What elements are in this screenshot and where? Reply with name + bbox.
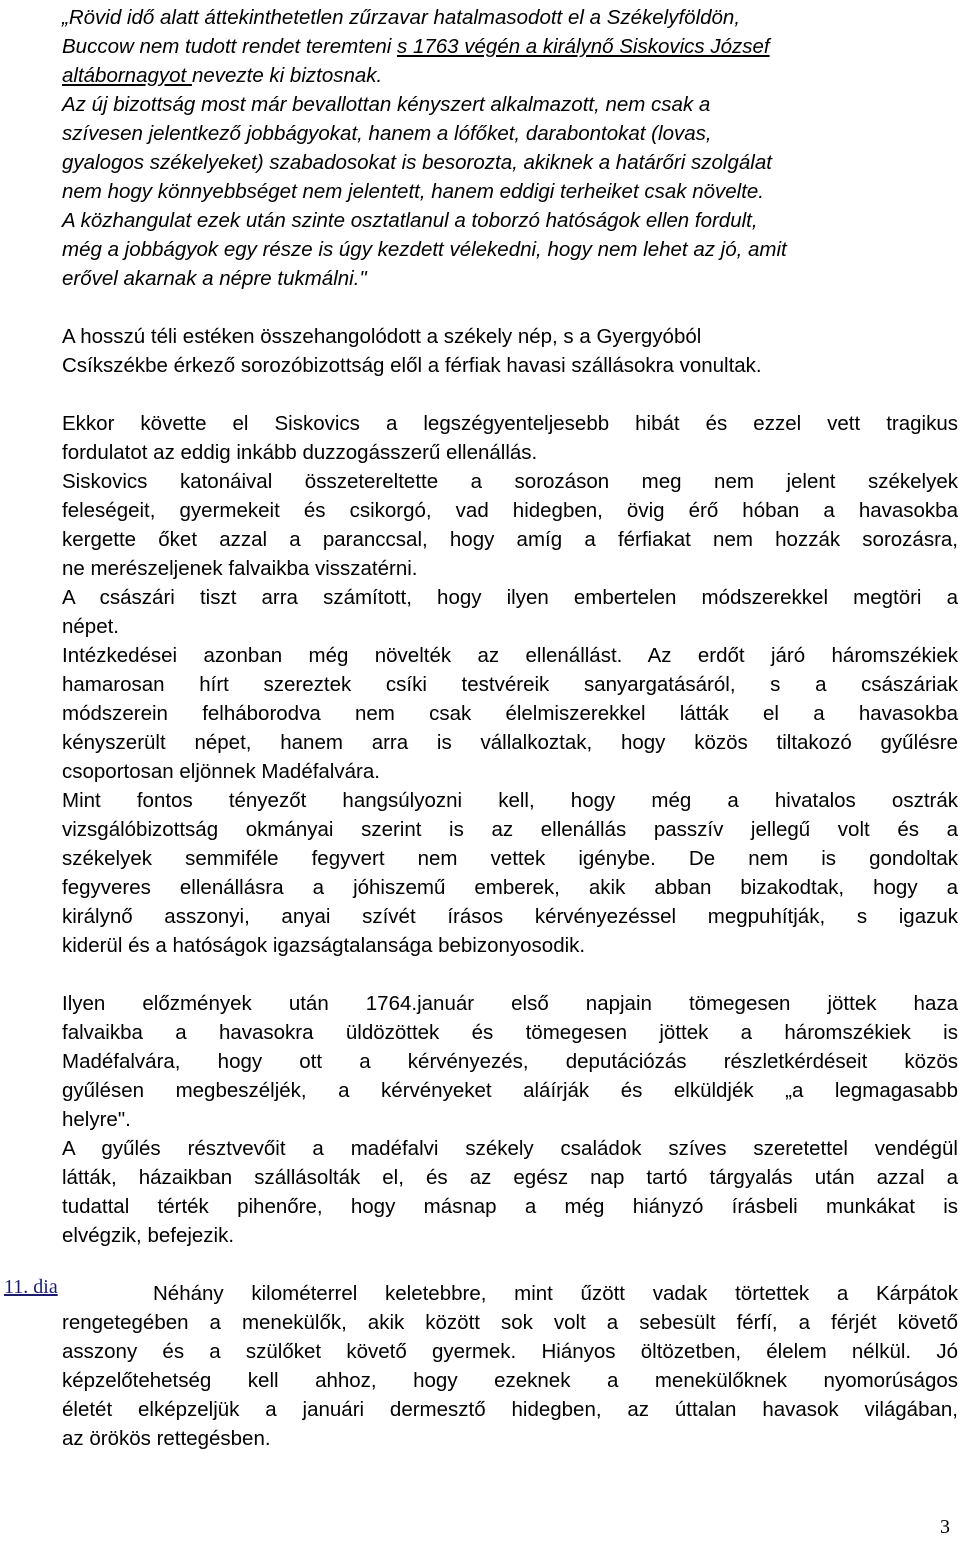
text-line: helyre". (62, 1108, 131, 1131)
text-line: tudattal térték pihenőre, hogy másnap a még hiányzó írásbeli munkákat is (62, 1195, 958, 1218)
text-line: gyűlésen megbeszéljék, a kérvényeket aláírják és elküldjék „a legmagasabb (62, 1079, 958, 1102)
text-line: nem hogy könnyebbséget nem jelentett, hanem eddigi terheiket csak növelte. (62, 180, 764, 203)
text-line: kiderül és a hatóságok igazságtalansága bebizonyosodik. (62, 934, 586, 957)
text-line: csoportosan eljönnek Madéfalvára. (62, 760, 380, 783)
text-line: Néhány kilométerrel keletebbre, mint űzött vadak törtettek a Kárpátok (153, 1282, 958, 1305)
text-line: rengetegében a menekülők, akik között sok volt a sebesült férfí, a férjét követő (62, 1311, 958, 1334)
text-line: az örökös rettegésben. (62, 1427, 271, 1450)
text-line: erővel akarnak a népre tukmálni." (62, 267, 367, 290)
text-line: fordulatot az eddig inkább duzzogásszerű ellenállás. (62, 441, 538, 464)
text-line: látták, házaikban szállásolták el, és az egész nap tartó tárgyalás után azzal a (62, 1166, 958, 1189)
text-line: feleségeit, gyermekeit és csikorgó, vad hidegben, övig érő hóban a havasokba (62, 499, 958, 522)
text-line: szívesen jelentkező jobbágyokat, hanem a lófőket, darabontokat (lovas, (62, 122, 712, 145)
text-line: kergette őket azzal a paranccsal, hogy amíg a férfiakat nem hozzák sorozásra, (62, 528, 958, 551)
text-line: fegyveres ellenállásra a jóhiszemű emberek, akik abban bizakodtak, hogy a (62, 876, 958, 899)
text-line: kényszerült népet, hanem arra is vállalkoztak, hogy közös tiltakozó gyűlésre (62, 731, 958, 754)
text-line (62, 32, 958, 61)
text-line: képzelőtehetség kell ahhoz, hogy ezeknek a menekülőknek nyomorúságos (62, 1369, 958, 1392)
text-line: Ekkor követte el Siskovics a legszégyenteljesebb hibát és ezzel vett tragikus (62, 412, 958, 435)
text-line: székelyek semmiféle fegyvert nem vettek igénybe. De nem is gondoltak (62, 847, 958, 870)
text-line: még a jobbágyok egy része is úgy kezdett vélekedni, hogy nem lehet az jó, amit (62, 238, 787, 261)
text-line: „Rövid idő alatt áttekinthetetlen zűrzavar hatalmasodott el a Székelyföldön, (62, 6, 741, 29)
text-line: gyalogos székelyeket) szabadosokat is besorozta, akiknek a határőri szolgálat (62, 151, 772, 174)
text-line: módszerein felháborodva nem csak élelmiszerekkel látták el a havasokba (62, 702, 958, 725)
text-span: nevezte ki biztosnak. (191, 64, 383, 87)
text-line: Siskovics katonáival összetereltette a sorozáson meg nem jelent székelyek (62, 470, 958, 493)
text-span: Buccow nem tudott rendet teremteni (62, 35, 398, 58)
text-line: népet. (62, 615, 119, 638)
text-line: A császári tiszt arra számított, hogy ilyen embertelen módszerekkel megtöri a (62, 586, 958, 609)
text-line (62, 61, 958, 90)
text-line: A hosszú téli estéken összehangolódott a székely nép, s a Gyergyóból (62, 325, 702, 348)
text-line: elvégzik, befejezik. (62, 1224, 235, 1247)
underlined-text: s 1763 végén a királynő Siskovics József (397, 35, 770, 58)
text-line: királynő asszonyi, anyai szívét írásos kérvényezéssel megpuhítják, s igazuk (62, 905, 958, 928)
slide-label: 11. dia (4, 1276, 58, 1298)
text-line: Az új bizottság most már bevallottan kényszert alkalmazott, nem csak a (62, 93, 711, 116)
text-line: asszony és a szülőket követő gyermek. Hiányos öltözetben, élelem nélkül. Jó (62, 1340, 958, 1363)
text-line: Madéfalvára, hogy ott a kérvényezés, deputációzás részletkérdéseit közös (62, 1050, 958, 1073)
underlined-text: altábornagyot (62, 64, 192, 87)
text-line: Csíkszékbe érkező sorozóbizottság elől a férfiak havasi szállásokra vonultak. (62, 354, 762, 377)
text-line: vizsgálóbizottság okmányai szerint is az ellenállás passzív jellegű volt és a (62, 818, 958, 841)
text-line: ne merészeljenek falvaikba visszatérni. (62, 557, 418, 580)
text-line: A közhangulat ezek után szinte osztatlanul a toborzó hatóságok ellen fordult, (62, 209, 758, 232)
page-number: 3 (940, 1516, 950, 1538)
text-line: életét elképzeljük a januári dermesztő hidegben, az úttalan havasok világában, (62, 1398, 958, 1421)
text-line: A gyűlés résztvevőit a madéfalvi székely családok szíves szeretettel vendégül (62, 1137, 958, 1160)
text-line: falvaikba a havasokra üldözöttek és tömegesen jöttek a háromszékiek is (62, 1021, 958, 1044)
text-line: hamarosan hírt szereztek csíki testvéreik sanyargatásáról, s a császáriak (62, 673, 958, 696)
text-line: Ilyen előzmények után 1764.január első napjain tömegesen jöttek haza (62, 992, 958, 1015)
text-line: Mint fontos tényezőt hangsúlyozni kell, hogy még a hivatalos osztrák (62, 789, 958, 812)
text-line: Intézkedései azonban még növelték az ellenállást. Az erdőt járó háromszékiek (62, 644, 958, 667)
